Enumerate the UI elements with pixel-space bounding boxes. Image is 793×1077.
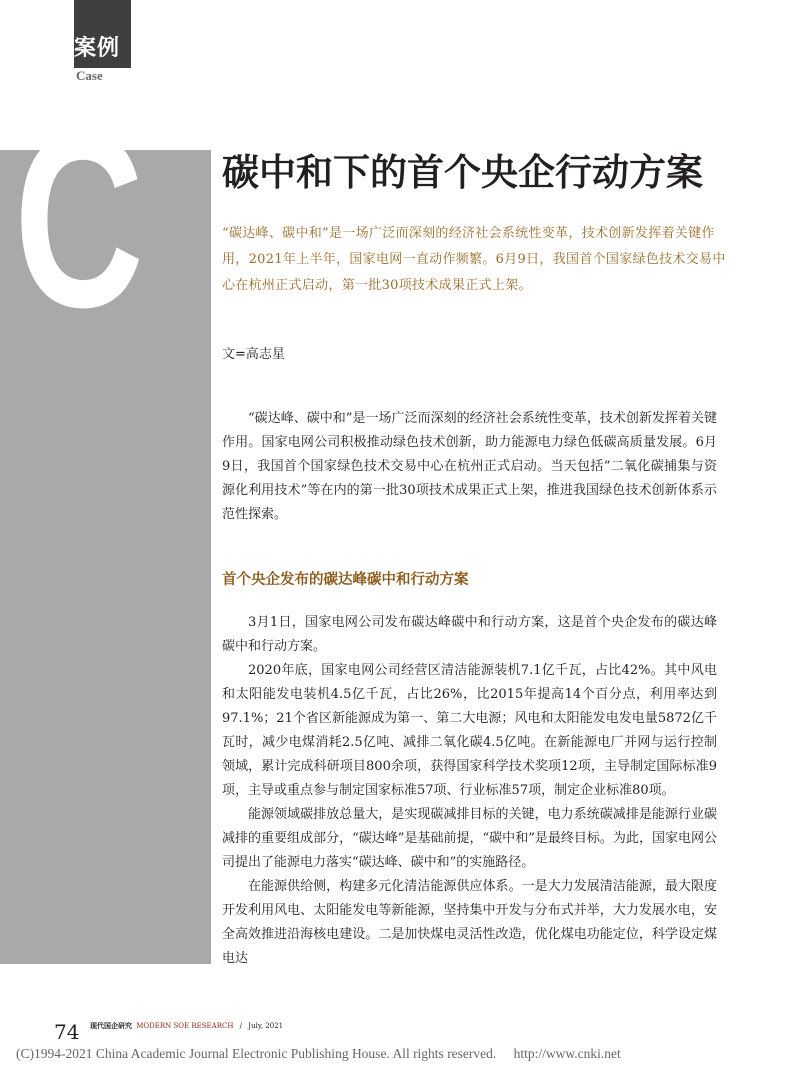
footer-publication (90, 1021, 283, 1031)
article-body (222, 611, 717, 971)
body-paragraph: 3月1日，国家电网公司发布碳达峰碳中和行动方案，这是首个央企发布的碳达峰碳中和行动方案。 (222, 615, 717, 654)
article-title: 碳中和下的首个央企行动方案 (222, 151, 703, 194)
body-paragraph: 能源领域碳排放总量大，是实现碳减排目标的关键，电力系统碳减排是能源行业碳减排的重要组成部分，“碳达峰”是基础前提，“碳中和”是最终目标。为此，国家电网公司提出了能源电力落实“碳达峰、碳中和”的实施路径。 (222, 807, 717, 870)
article-lead: “碳达峰、碳中和”是一场广泛而深刻的经济社会系统性变革，技术创新发挥着关键作用，2021年上半年，国家电网一直动作频繁。6月9日，我国首个国家绿色技术交易中心在杭州正式启动，第一批30项技术成果正式上架。 (222, 226, 726, 293)
section-subtitle: Case (76, 68, 103, 83)
issue-date: July, 2021 (248, 1022, 284, 1030)
body-paragraph: 2020年底，国家电网公司经营区清洁能源装机7.1亿千瓦，占比42%。其中风电和太阳能发电装机4.5亿千瓦，占比26%，比2015年提高14个百分点，利用率达到97.1%；21个省区新能源成为第一、第二大电源；风电和太阳能发电发电量5872亿千瓦时，减少电煤消耗2.5亿吨、减排二氧化碳4.5亿吨。在新能源电厂并网与运行控制领域，累计完成科研项目800余项，获得国家科学技术奖项12项，主导制定国际标准9项，主导或重点参与制定国家标准57项、行业标准57项，制定企业标准80项。 (222, 663, 717, 798)
publication-name: 现代国企研究 (90, 1021, 132, 1030)
copyright-text: (C)1994-2021 China Academic Journal Electronic Publishing House. All rights reserved. (16, 1046, 497, 1061)
publication-english-name: MODERN SOE RESEARCH (136, 1022, 234, 1030)
decorative-initial-letter: C (14, 80, 144, 359)
section-heading: 首个央企发布的碳达峰碳中和行动方案 (222, 572, 469, 588)
footer-separator: / (239, 1022, 243, 1030)
copyright-notice (16, 1046, 786, 1062)
section-title: 案例 (74, 36, 121, 61)
page-number: 74 (54, 1020, 80, 1044)
copyright-url: http://www.cnki.net (513, 1046, 621, 1061)
article-byline: 文=高志星 (222, 347, 285, 362)
intro-paragraph: “碳达峰、碳中和”是一场广泛而深刻的经济社会系统性变革，技术创新发挥着关键作用。国家电网公司积极推动绿色技术创新，助力能源电力绿色低碳高质量发展。6月9日，我国首个国家绿色技术交易中心在杭州正式启动。当天包括“二氧化碳捕集与资源化利用技术”等在内的第一批30项技术成果正式上架，推进我国绿色技术创新体系示范性探索。 (222, 411, 717, 522)
body-paragraph: 在能源供给侧，构建多元化清洁能源供应体系。一是大力发展清洁能源，最大限度开发利用风电、太阳能发电等新能源，坚持集中开发与分布式并举，大力发展水电，安全高效推进沿海核电建设。二是加快煤电灵活性改造，优化煤电功能定位，科学设定煤电达 (222, 879, 717, 966)
